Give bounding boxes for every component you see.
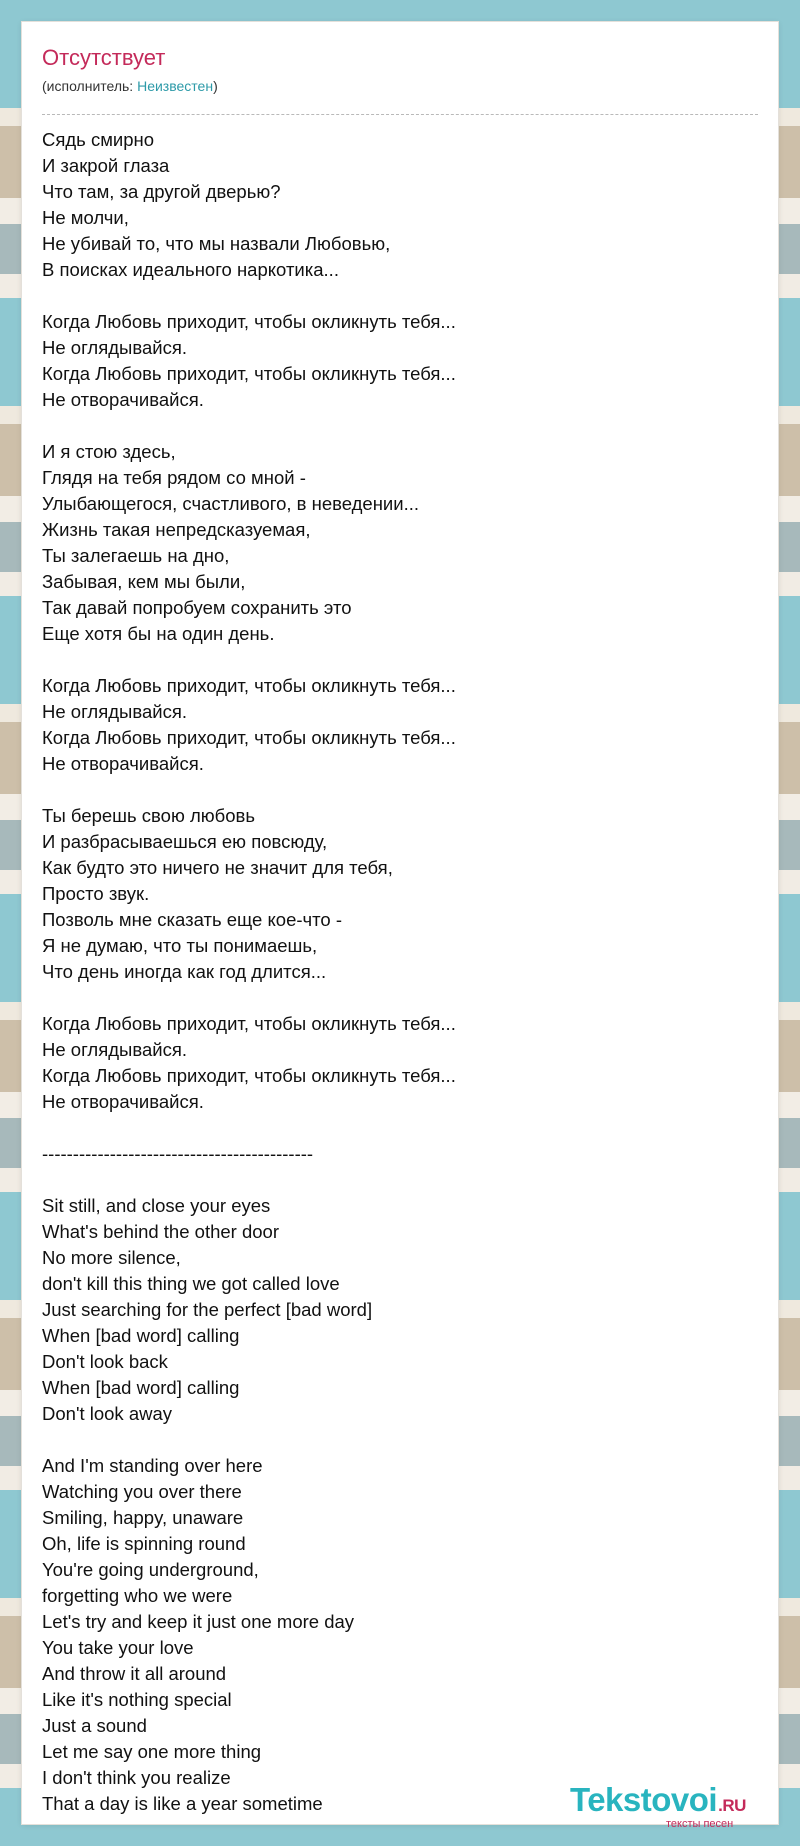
lyrics-line: Когда Любовь приходит, чтобы окликнуть тебя... — [42, 1065, 456, 1086]
logo-tagline: тексты песен — [666, 1818, 734, 1830]
lyrics-line: What's behind the other door — [42, 1221, 279, 1242]
lyrics-line: When [bad word] calling — [42, 1377, 240, 1398]
site-logo[interactable] — [570, 1780, 770, 1830]
lyrics-line: Так давай попробуем сохранить это — [42, 597, 352, 618]
lyrics-line: Oh, life is spinning round — [42, 1533, 246, 1554]
lyrics-blank-line — [42, 647, 758, 673]
lyrics-line: Не отворачивайся. — [42, 753, 204, 774]
lyrics-line: И я стою здесь, — [42, 441, 176, 462]
lyrics-line: That a day is like a year sometime — [42, 1793, 323, 1814]
lyrics-blank-line — [42, 413, 758, 439]
lyrics-line: Глядя на тебя рядом со мной - — [42, 467, 306, 488]
lyrics-line: Когда Любовь приходит, чтобы окликнуть тебя... — [42, 727, 456, 748]
lyrics-line: Не убивай то, что мы назвали Любовью, — [42, 233, 391, 254]
lyrics-line: And throw it all around — [42, 1663, 227, 1684]
lyrics-line: Like it's nothing special — [42, 1689, 232, 1710]
lyrics-blank-line — [42, 985, 758, 1011]
lyrics-line: Don't look away — [42, 1403, 173, 1424]
lyrics-blank-line — [42, 283, 758, 309]
lyrics-line: Как будто это ничего не значит для тебя, — [42, 857, 393, 878]
lyrics-line: You take your love — [42, 1637, 194, 1658]
lyrics-line: Когда Любовь приходит, чтобы окликнуть тебя... — [42, 311, 456, 332]
lyrics-line: No more silence, — [42, 1247, 181, 1268]
lyrics-text — [42, 127, 758, 1817]
song-header — [42, 43, 758, 115]
lyrics-line: Don't look back — [42, 1351, 168, 1372]
lyrics-line: Smiling, happy, unaware — [42, 1507, 244, 1528]
lyrics-line: Sit still, and close your eyes — [42, 1195, 271, 1216]
lyrics-line: Когда Любовь приходит, чтобы окликнуть тебя... — [42, 1013, 456, 1034]
artist-suffix: ) — [213, 78, 218, 94]
lyrics-line: И разбрасываешься ею повсюду, — [42, 831, 328, 852]
lyrics-line: В поисках идеального наркотика... — [42, 259, 339, 280]
lyrics-line: Жизнь такая непредсказуемая, — [42, 519, 311, 540]
lyrics-line: Watching you over there — [42, 1481, 242, 1502]
lyrics-line: Когда Любовь приходит, чтобы окликнуть тебя... — [42, 675, 456, 696]
artist-prefix: (исполнитель: — [42, 78, 138, 94]
artist-line — [42, 77, 758, 95]
lyrics-line: And I'm standing over here — [42, 1455, 263, 1476]
lyrics-line: Не оглядывайся. — [42, 1039, 187, 1060]
lyrics-line: Еще хотя бы на один день. — [42, 623, 275, 644]
logo-tld: .RU — [718, 1796, 746, 1815]
lyrics-line: Когда Любовь приходит, чтобы окликнуть тебя... — [42, 363, 456, 384]
lyrics-line: Позволь мне сказать еще кое-что - — [42, 909, 343, 930]
lyrics-line: I don't think you realize — [42, 1767, 231, 1788]
lyrics-line: forgetting who we were — [42, 1585, 233, 1606]
lyrics-line: Я не думаю, что ты понимаешь, — [42, 935, 318, 956]
artist-link[interactable]: Неизвестен — [137, 78, 214, 94]
lyrics-line: Не отворачивайся. — [42, 1091, 204, 1112]
lyrics-line: Ты берешь свою любовь — [42, 805, 255, 826]
lyrics-line: Let's try and keep it just one more day — [42, 1611, 355, 1632]
lyrics-blank-line — [42, 777, 758, 803]
lyrics-line: Не оглядывайся. — [42, 337, 187, 358]
lyrics-blank-line — [42, 1115, 758, 1141]
lyrics-line: Ты залегаешь на дно, — [42, 545, 230, 566]
lyrics-blank-line — [42, 1167, 758, 1193]
lyrics-line: Просто звук. — [42, 883, 150, 904]
lyrics-line: Не оглядывайся. — [42, 701, 187, 722]
lyrics-blank-line — [42, 1427, 758, 1453]
song-title: Отсутствует — [42, 45, 166, 70]
logo-name: Tekstovoi — [570, 1781, 718, 1818]
lyrics-line: -------------------------------------------- — [42, 1143, 314, 1164]
lyrics-line: Just a sound — [42, 1715, 147, 1736]
lyrics-line: Let me say one more thing — [42, 1741, 262, 1762]
lyrics-line: Не молчи, — [42, 207, 129, 228]
lyrics-line: Не отворачивайся. — [42, 389, 204, 410]
lyrics-card — [22, 22, 778, 1830]
lyrics-line: Что день иногда как год длится... — [42, 961, 327, 982]
lyrics-line: When [bad word] calling — [42, 1325, 240, 1346]
lyrics-line: Сядь смирно — [42, 129, 155, 150]
lyrics-line: Улыбающегося, счастливого, в неведении... — [42, 493, 420, 514]
lyrics-line: Что там, за другой дверью? — [42, 181, 281, 202]
lyrics-line: И закрой глаза — [42, 155, 170, 176]
lyrics-line: You're going underground, — [42, 1559, 259, 1580]
lyrics-line: Забывая, кем мы были, — [42, 571, 246, 592]
lyrics-line: Just searching for the perfect [bad word] — [42, 1299, 373, 1320]
lyrics-line: don't kill this thing we got called love — [42, 1273, 340, 1294]
